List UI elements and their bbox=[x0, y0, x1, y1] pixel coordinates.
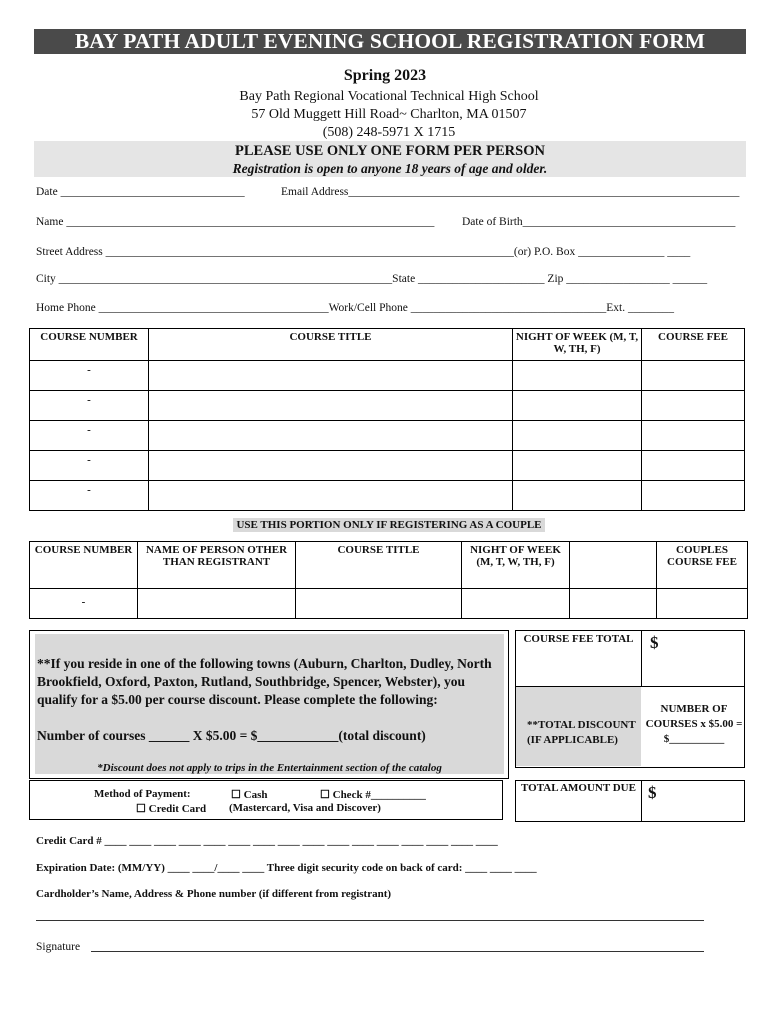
couple-heading bbox=[0, 519, 770, 531]
table-row[interactable] bbox=[30, 421, 745, 451]
discount-calc[interactable]: Number of courses ______ X $5.00 = $____________(total discount) bbox=[37, 728, 426, 743]
couple-table-header bbox=[30, 542, 748, 589]
number-of-courses[interactable]: NUMBER OF COURSES x $5.00 = $__________ bbox=[645, 703, 743, 745]
checkbox-icon[interactable]: ☐ bbox=[136, 803, 146, 815]
payment-cash[interactable] bbox=[231, 788, 267, 801]
email-field[interactable]: Email Address____________________________________________________________________ bbox=[281, 186, 740, 198]
couple-col-course-number: COURSE NUMBER bbox=[30, 542, 138, 589]
total-discount-label: **TOTAL DISCOUNT (IF APPLICABLE) bbox=[527, 719, 636, 746]
row-dash: - bbox=[30, 451, 149, 481]
couple-col-course-title: COURSE TITLE bbox=[296, 542, 462, 589]
city-field[interactable]: City __________________________________________________________State ______________________ Zip __________________ ______ bbox=[36, 273, 708, 285]
table-row[interactable] bbox=[30, 361, 745, 391]
row-dash: - bbox=[30, 361, 149, 391]
col-night: NIGHT OF WEEK (M, T, W, TH, F) bbox=[513, 329, 642, 361]
row-dash: - bbox=[30, 391, 149, 421]
col-course-fee: COURSE FEE bbox=[642, 329, 745, 361]
notice-box bbox=[34, 141, 746, 177]
row-dash: - bbox=[30, 421, 149, 451]
signature-label: Signature bbox=[36, 941, 81, 953]
credit-card-field[interactable]: Credit Card # ____ ____ ____ ____ ____ ____ ____ ____ ____ ____ ____ ____ ____ ____ ____ ____ bbox=[36, 835, 498, 847]
amount-due-dollar[interactable]: $ bbox=[648, 783, 657, 802]
date-field[interactable]: Date ________________________________ bbox=[36, 186, 245, 198]
signature-line[interactable] bbox=[91, 951, 704, 952]
course-table-header bbox=[30, 329, 745, 361]
table-row[interactable] bbox=[30, 481, 745, 511]
table-row[interactable] bbox=[30, 391, 745, 421]
col-course-title: COURSE TITLE bbox=[149, 329, 513, 361]
discount-note: *Discount does not apply to trips in the Entertainment section of the catalog bbox=[97, 762, 442, 774]
payment-cash-label: Cash bbox=[243, 789, 268, 801]
couple-col-night: NIGHT OF WEEK (M, T, W, TH, F) bbox=[462, 542, 570, 589]
cardholder-label: Cardholder’s Name, Address & Phone number (if different from registrant) bbox=[36, 888, 392, 900]
school-name: Bay Path Regional Vocational Technical High School bbox=[239, 89, 539, 104]
table-row[interactable] bbox=[30, 451, 745, 481]
row-dash: - bbox=[30, 481, 149, 511]
payment-label: Method of Payment: bbox=[94, 788, 191, 800]
phone-field[interactable]: Home Phone ________________________________________Work/Cell Phone __________________________________Ext. ________ bbox=[36, 302, 674, 314]
discount-text: **If you reside in one of the following towns (Auburn, Charlton, Dudley, North Brookfield, Oxford, Paxton, Rutland, Southbridge, Spencer, Webster), you qualify for a $5.00 per course discount. Please complete the following: bbox=[37, 656, 492, 707]
couple-col-blank bbox=[570, 542, 657, 589]
fee-total-dollar[interactable]: $ bbox=[650, 633, 659, 652]
row-dash: - bbox=[30, 589, 138, 619]
payment-credit[interactable] bbox=[136, 802, 206, 815]
cardholder-line[interactable] bbox=[36, 920, 704, 921]
couple-col-other-person: NAME OF PERSON OTHER THAN REGISTRANT bbox=[138, 542, 296, 589]
payment-credit-note: (Mastercard, Visa and Discover) bbox=[229, 802, 381, 814]
payment-check-label: Check #__________ bbox=[332, 789, 426, 801]
school-address: 57 Old Muggett Hill Road~ Charlton, MA 01507 bbox=[251, 107, 527, 122]
payment-credit-label: Credit Card bbox=[148, 803, 207, 815]
dob-field[interactable]: Date of Birth_____________________________________ bbox=[462, 216, 736, 228]
couple-heading-text: USE THIS PORTION ONLY IF REGISTERING AS A COUPLE bbox=[233, 518, 544, 532]
amount-due-label: TOTAL AMOUNT DUE bbox=[521, 782, 636, 794]
payment-check[interactable] bbox=[320, 788, 426, 801]
couple-col-fee: COUPLES COURSE FEE bbox=[657, 542, 748, 589]
notice-one-form: PLEASE USE ONLY ONE FORM PER PERSON bbox=[235, 143, 545, 159]
fee-total-label: COURSE FEE TOTAL bbox=[523, 633, 634, 645]
table-row[interactable] bbox=[30, 589, 748, 619]
street-field[interactable]: Street Address _______________________________________________________________________(or) P.O. Box _______________ ____ bbox=[36, 246, 691, 258]
notice-age: Registration is open to anyone 18 years of age and older. bbox=[232, 161, 548, 176]
form-title: BAY PATH ADULT EVENING SCHOOL REGISTRATION FORM bbox=[34, 29, 746, 54]
name-field[interactable]: Name ________________________________________________________________ bbox=[36, 216, 435, 228]
col-course-number: COURSE NUMBER bbox=[30, 329, 149, 361]
amount-due-divider bbox=[641, 780, 642, 822]
couple-table bbox=[29, 541, 748, 619]
season: Spring 2023 bbox=[343, 67, 427, 84]
school-phone: (508) 248-5971 X 1715 bbox=[322, 125, 456, 140]
fee-total-divider bbox=[641, 630, 642, 687]
checkbox-icon[interactable]: ☐ bbox=[231, 789, 241, 801]
checkbox-icon[interactable]: ☐ bbox=[320, 789, 330, 801]
expiration-field[interactable]: Expiration Date: (MM/YY) ____ ____/____ ____ Three digit security code on back of card: ____ ____ ____ bbox=[36, 862, 537, 874]
course-table bbox=[29, 328, 745, 511]
